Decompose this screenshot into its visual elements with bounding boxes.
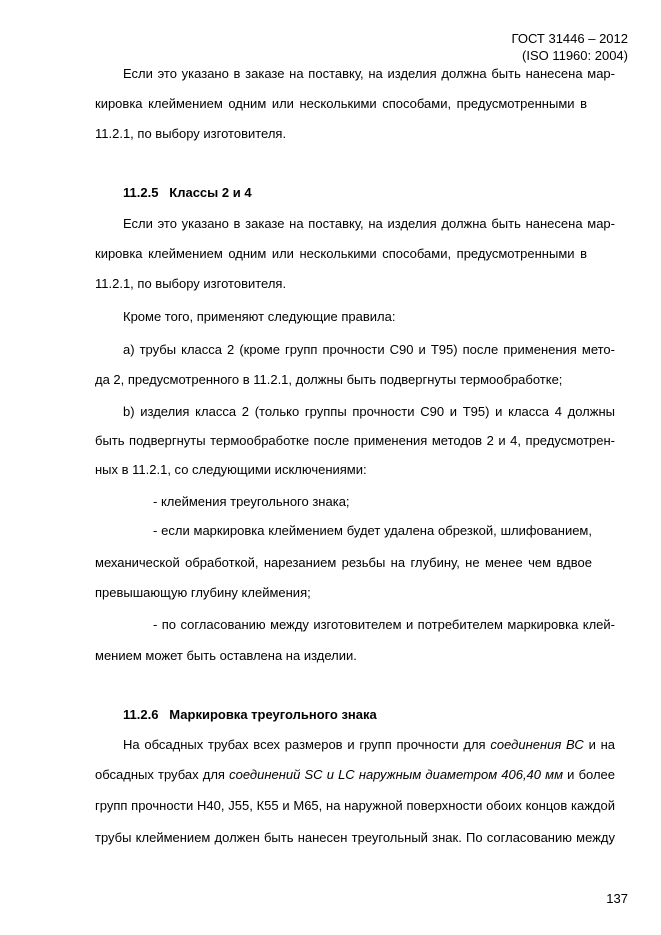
exception-2-line-2: механической обработкой, нарезанием резьбы на глубину, не менее чем вдвое bbox=[95, 555, 592, 570]
list-item-a-line-1: a) трубы класса 2 (кроме групп прочности С90 и Т95) после применения мето- bbox=[123, 342, 615, 357]
exception-1: - клеймения треугольного знака; bbox=[153, 494, 350, 509]
exception-2-line-1: - если маркировка клеймением будет удалена обрезкой, шлифованием, bbox=[153, 523, 592, 538]
section-heading-11-2-6 bbox=[123, 707, 377, 723]
paragraph-2-line-2: кировка клеймением одним или несколькими способами, предусмотренными в bbox=[95, 246, 587, 261]
paragraph-2-line-3: 11.2.1, по выбору изготовителя. bbox=[95, 276, 287, 291]
list-item-b-line-1: b) изделия класса 2 (только группы прочности С90 и Т95) и класса 4 должны bbox=[123, 404, 615, 419]
text-run: На обсадных трубах всех размеров и групп прочности для bbox=[123, 737, 491, 752]
text-run: и более bbox=[563, 767, 616, 782]
paragraph-3: Кроме того, применяют следующие правила: bbox=[123, 309, 396, 324]
exception-2-line-3: превышающую глубину клеймения; bbox=[95, 585, 311, 600]
section-number: 11.2.5 bbox=[123, 185, 159, 200]
list-item-b-line-2: быть подвергнуты термообработке после применения методов 2 и 4, предусмотрен- bbox=[95, 433, 615, 448]
list-item-a-line-2: да 2, предусмотренного в 11.2.1, должны быть подвергнуты термообработке; bbox=[95, 372, 563, 387]
list-item-b-line-3: ных в 11.2.1, со следующими исключениями: bbox=[95, 462, 367, 477]
text-run: обсадных трубах для bbox=[95, 767, 230, 782]
paragraph-4-line-2 bbox=[95, 767, 615, 783]
section-heading-11-2-5 bbox=[123, 185, 252, 201]
text-run: и на bbox=[583, 737, 615, 752]
paragraph-1-line-1: Если это указано в заказе на поставку, на изделия должна быть нанесена мар- bbox=[123, 66, 615, 81]
section-title: Маркировка треугольного знака bbox=[169, 707, 377, 722]
paragraph-1-line-3: 11.2.1, по выбору изготовителя. bbox=[95, 126, 287, 141]
paragraph-1-line-2: кировка клеймением одним или несколькими способами, предусмотренными в bbox=[95, 96, 587, 111]
italic-term: соединения ВС bbox=[490, 737, 584, 752]
paragraph-4-line-1 bbox=[123, 737, 615, 753]
paragraph-4-line-3: групп прочности Н40, J55, К55 и М65, на наружной поверхности обоих концов каждой bbox=[95, 798, 615, 813]
paragraph-4-line-4: трубы клеймением должен быть нанесен треугольный знак. По согласованию между bbox=[95, 830, 615, 845]
standard-number: ГОСТ 31446 – 2012 bbox=[511, 31, 628, 46]
document-header bbox=[512, 30, 628, 64]
italic-term: соединений SC и LC наружным диаметром 406,40 мм bbox=[229, 767, 563, 782]
iso-reference: (ISO 11960: 2004) bbox=[522, 48, 628, 63]
page-number: 137 bbox=[606, 891, 628, 906]
paragraph-2-line-1: Если это указано в заказе на поставку, на изделия должна быть нанесена мар- bbox=[123, 216, 615, 231]
section-title: Классы 2 и 4 bbox=[169, 185, 252, 200]
exception-3-line-1: - по согласованию между изготовителем и потребителем маркировка клей- bbox=[153, 617, 615, 632]
exception-3-line-2: мением может быть оставлена на изделии. bbox=[95, 648, 357, 663]
section-number: 11.2.6 bbox=[123, 707, 159, 722]
